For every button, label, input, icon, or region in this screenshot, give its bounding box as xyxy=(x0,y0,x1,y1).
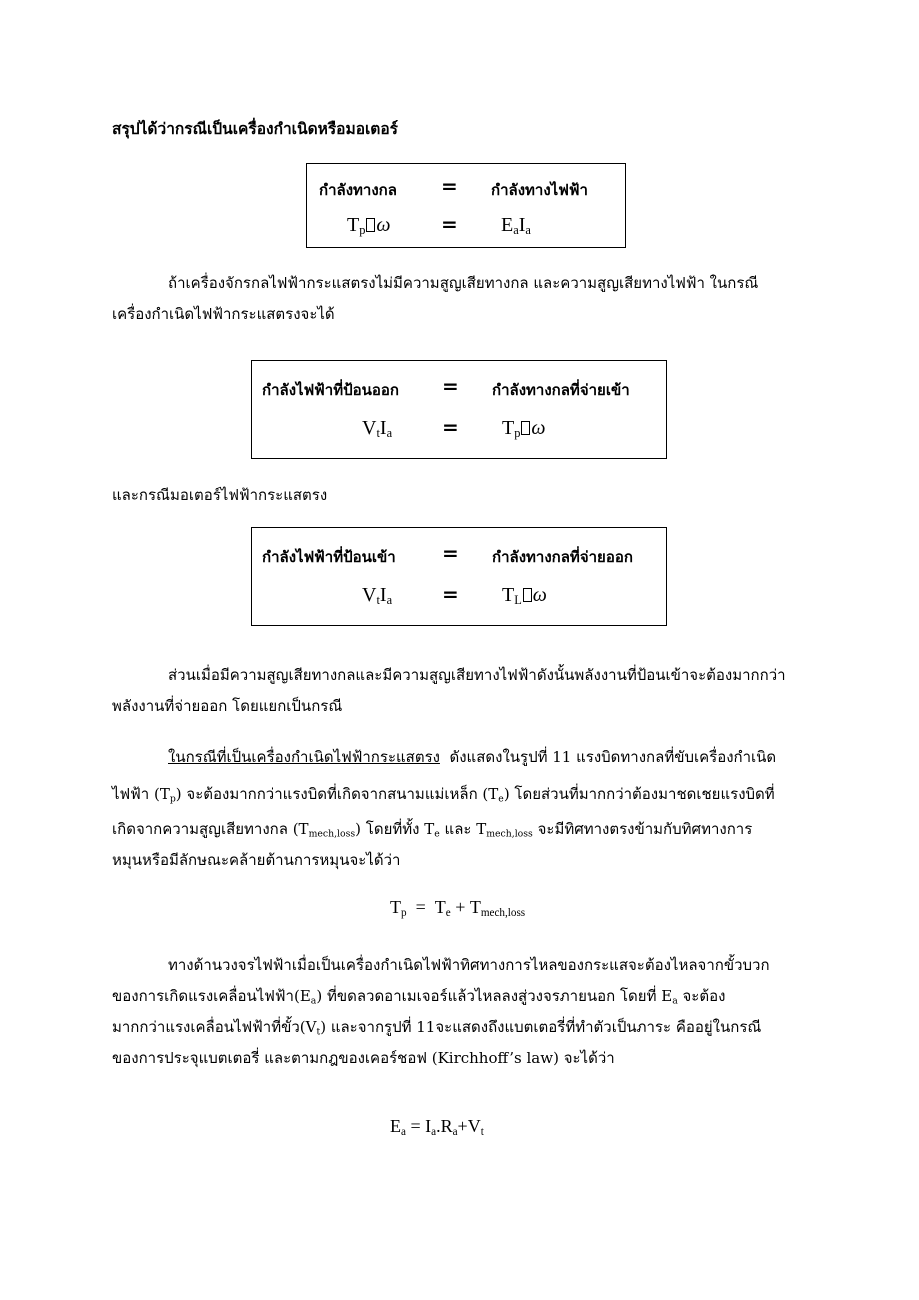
missing-glyph-icon xyxy=(366,218,375,232)
box3-left-label: กำลังไฟฟ้าที่ป้อนเข้า xyxy=(262,548,396,566)
box3-left-math: $V_tI_a$ xyxy=(362,584,393,608)
para3-line1: ส่วนเมื่อมีความสูญเสียทางกลและมีความสูญเสียทางไฟฟ้าดังนั้นพลังงานที่ป้อนเข้าจะต้องมากกว่า xyxy=(168,666,786,684)
box3-right-label: กำลังทางกลที่จ่ายออก xyxy=(492,548,633,566)
underlined-case-title: ในกรณีที่เป็นเครื่องกำเนิดไฟฟ้ากระแสตรง xyxy=(168,748,440,766)
box3-right-math: $T_L$ ω xyxy=(502,584,547,608)
para1-line1: ถ้าเครื่องจักรกลไฟฟ้ากระแสตรงไม่มีความสูญเสียทางกล และความสูญเสียทางไฟฟ้า ในกรณี xyxy=(168,274,759,292)
paragraph-losses xyxy=(112,660,786,722)
para4-line3: เกิดจากความสูญเสียทางกล $(T_{mech,loss})$ โดยที่ทั้ง $T_e$ และ $T_{mech,loss}$ จะมีทิศทางตรงข้ามกับทิศทางการ xyxy=(112,820,753,840)
box2-right-label: กำลังทางกลที่จ่ายเข้า xyxy=(492,381,630,399)
box1-equals-bottom: = xyxy=(441,212,458,236)
paragraph-generator-torque xyxy=(112,742,776,876)
para4-line1: ในกรณีที่เป็นเครื่องกำเนิดไฟฟ้ากระแสตรง ดังแสดงในรูปที่ 11 แรงบิดทางกลที่ขับเครื่องกำเนิด xyxy=(168,748,777,766)
box2-equals-bottom: = xyxy=(442,415,459,439)
missing-glyph-icon xyxy=(521,421,530,435)
box1-right-label: กำลังทางไฟฟ้า xyxy=(491,181,588,199)
box2-left-math: $V_tI_a$ xyxy=(362,417,393,441)
missing-glyph-icon xyxy=(523,588,532,602)
para4-line2: ไฟฟ้า $(T_p)$ จะต้องมากกว่าแรงบิดที่เกิดจากสนามแม่เหล็ก $(T_e)$ โดยส่วนที่มากกว่าต้องมาชดเชยแรงบิดที่ xyxy=(112,785,775,805)
equation-box-generator xyxy=(251,360,667,459)
box2-right-math: $T_p$ ω xyxy=(502,417,546,441)
para1-line2: เครื่องกำเนิดไฟฟ้ากระแสตรงจะได้ xyxy=(112,305,335,323)
paragraph-motor-case: และกรณีมอเตอร์ไฟฟ้ากระแสตรง xyxy=(112,486,328,504)
section-heading: สรุปได้ว่ากรณีเป็นเครื่องกำเนิดหรือมอเตอร์ xyxy=(112,119,399,138)
box1-left-label: กำลังทางกล xyxy=(319,181,397,199)
para3-line2: พลังงานที่จ่ายออก โดยแยกเป็นกรณี xyxy=(112,697,343,715)
para5-line2: ของการเกิดแรงเคลื่อนไฟฟ้า$(E_a)$ ที่ขดลวดอาเมเจอร์แล้วไหลลงสู่วงจรภายนอก โดยที่ $E_a$ จะต้อง xyxy=(112,987,726,1007)
box2-equals-top: = xyxy=(442,374,459,398)
equation-box-power-balance xyxy=(306,163,626,248)
paragraph-lossless xyxy=(112,268,758,330)
box2-left-label: กำลังไฟฟ้าที่ป้อนออก xyxy=(262,381,399,399)
kirchhoff-equation: $E_a = I_a.R_a+V_t$ xyxy=(390,1116,484,1138)
equation-box-motor xyxy=(251,527,667,626)
para5-line4: ของการประจุแบตเตอรี่ และตามกฎของเคอร์ชอฟ (Kirchhoff’s law) จะได้ว่า xyxy=(112,1049,615,1067)
para5-line3: มากกว่าแรงเคลื่อนไฟฟ้าที่ขั้ว$(V_t)$ และจากรูปที่ 11จะแสดงถึงแบตเตอรี่ที่ทำตัวเป็นภาระ คืออยู่ในกรณี xyxy=(112,1018,762,1038)
para5-line1: ทางด้านวงจรไฟฟ้าเมื่อเป็นเครื่องกำเนิดไฟฟ้าทิศทางการไหลของกระแสจะต้องไหลจากขั้วบวก xyxy=(168,956,770,974)
box1-right-math: $E_aI_a$ xyxy=(501,214,531,238)
box3-equals-top: = xyxy=(442,541,459,565)
box1-equals-top: = xyxy=(441,174,458,198)
box3-equals-bottom: = xyxy=(442,582,459,606)
para4-line4: หมุนหรือมีลักษณะคล้ายต้านการหมุนจะได้ว่า xyxy=(112,851,401,869)
box1-left-math: $T_p$ ω xyxy=(347,214,391,238)
torque-equation: $T_p = T_e + T_{mech,loss}$ xyxy=(390,897,526,919)
paragraph-generator-circuit xyxy=(112,950,770,1074)
